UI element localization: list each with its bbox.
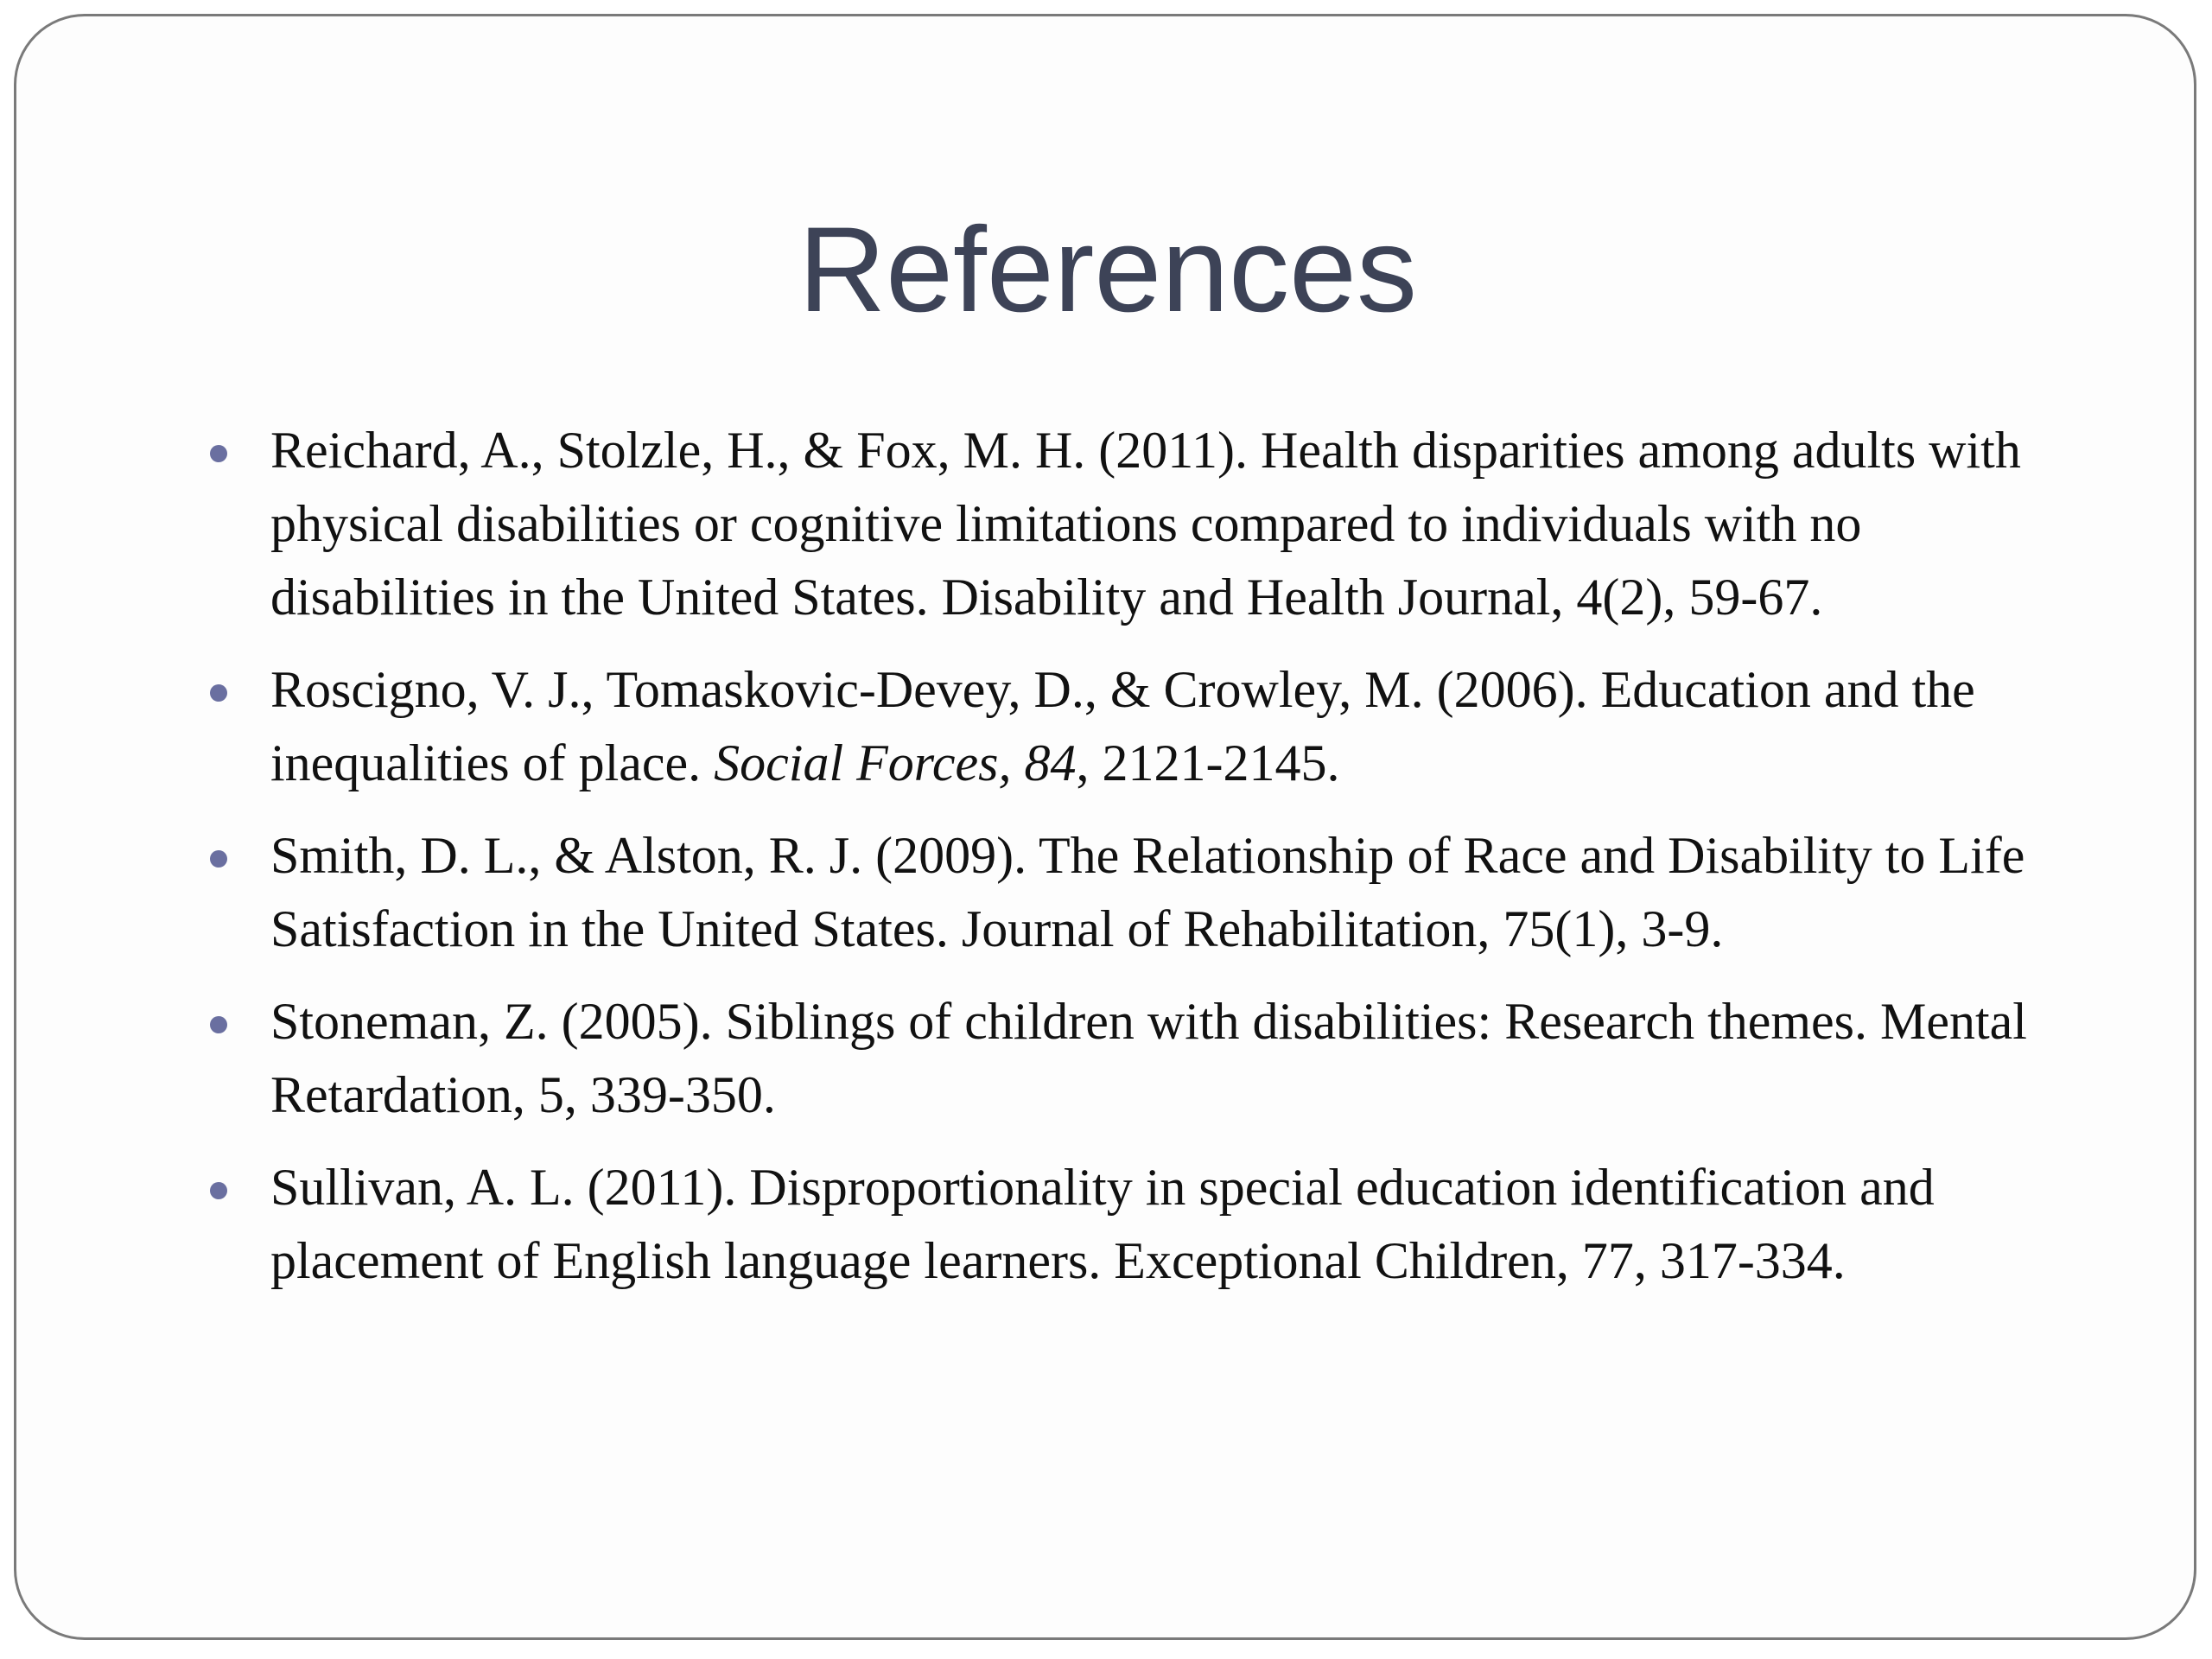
bullet-icon: [210, 1016, 227, 1033]
bullet-icon: [210, 850, 227, 868]
reference-item: [201, 414, 2085, 634]
bullet-icon: [210, 1182, 227, 1199]
reference-space: [1012, 734, 1025, 791]
bullet-icon: [210, 684, 227, 702]
reference-text: Sullivan, A. L. (2011). Disproportionality in special education identification and placement of English language learners. Exceptional Children, 77, 317-334.: [270, 1159, 1935, 1289]
reference-text: Roscigno, V. J., Tomaskovic-Devey, D., & Crowley, M. (2006). Education and the inequalities of place.: [270, 661, 1975, 791]
reference-text: Smith, D. L., & Alston, R. J. (2009). The Relationship of Race and Disability to Life Satisfaction in the United States. Journal of Rehabilitation, 75(1), 3-9.: [270, 827, 2025, 957]
reference-item: [201, 985, 2085, 1132]
slide-title: References: [798, 201, 1417, 337]
reference-journal: Social Forces,: [714, 734, 1012, 791]
reference-list: [201, 414, 2085, 1317]
reference-item: [201, 1151, 2085, 1298]
reference-item: [201, 653, 2085, 800]
reference-text: Stoneman, Z. (2005). Siblings of children with disabilities: Research themes. Mental Retardation, 5, 339-350.: [270, 993, 2027, 1123]
slide-frame: [14, 14, 2196, 1640]
reference-volume: 84: [1024, 734, 1077, 791]
reference-item: [201, 819, 2085, 966]
bullet-icon: [210, 445, 227, 462]
reference-pages: , 2121-2145.: [1076, 734, 1340, 791]
reference-text: Reichard, A., Stolzle, H., & Fox, M. H. (2011). Health disparities among adults with physical disabilities or cognitive limitations compared to individuals with no disabilities in the United States. Disability and Health Journal, 4(2), 59-67.: [270, 422, 2021, 626]
